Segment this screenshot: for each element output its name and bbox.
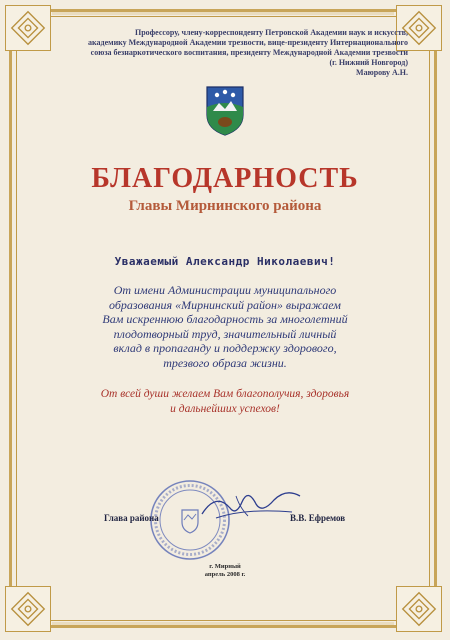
body-line: вклад в пропаганду и поддержку здорового, bbox=[113, 341, 337, 355]
body-line: Вам искреннюю благодарность за многолетний bbox=[102, 312, 348, 326]
address-line: Маюрову А.Н. bbox=[356, 68, 408, 77]
corner-ornament-icon bbox=[5, 5, 51, 51]
recipient-address bbox=[68, 28, 408, 78]
document-title: БЛАГОДАРНОСТЬ bbox=[91, 163, 359, 194]
wishes-paragraph bbox=[60, 387, 390, 417]
body-line: От имени Администрации муниципального bbox=[113, 283, 337, 297]
wishes-line: и дальнейших успехов! bbox=[170, 403, 280, 415]
signatory-name: В.В. Ефремов bbox=[290, 513, 346, 523]
body-line: трезвого образа жизни. bbox=[163, 355, 287, 370]
place-city: г. Мирный bbox=[209, 563, 241, 570]
body-line: образования «Мирнинский район» выражаем bbox=[109, 297, 341, 312]
address-line: союза безнаркотического воспитания, президенту Международной Академии трезвости bbox=[90, 48, 408, 57]
wishes-line: От всей души желаем Вам благополучия, здоровья bbox=[100, 388, 350, 400]
coat-of-arms-icon bbox=[203, 85, 247, 137]
greeting-line: Уважаемый Александр Николаевич! bbox=[114, 255, 336, 268]
signatory-position: Глава района bbox=[104, 513, 159, 523]
body-line: плодотворный труд, значительный личный bbox=[113, 326, 337, 341]
corner-ornament-icon bbox=[396, 586, 442, 632]
body-paragraph bbox=[60, 283, 390, 370]
document-subtitle: Главы Мирнинского района bbox=[128, 198, 322, 214]
address-line: академику Международной Академии трезвости, вице-президенту Интернационального bbox=[88, 38, 408, 47]
address-line: (г. Нижний Новгород) bbox=[329, 58, 408, 67]
address-line: Профессору, члену-корреспонденту Петровской Академии наук и искусств, bbox=[134, 28, 408, 37]
place-date: апрель 2008 г. bbox=[204, 571, 246, 578]
corner-ornament-icon bbox=[5, 586, 51, 632]
place-and-date bbox=[0, 563, 450, 579]
